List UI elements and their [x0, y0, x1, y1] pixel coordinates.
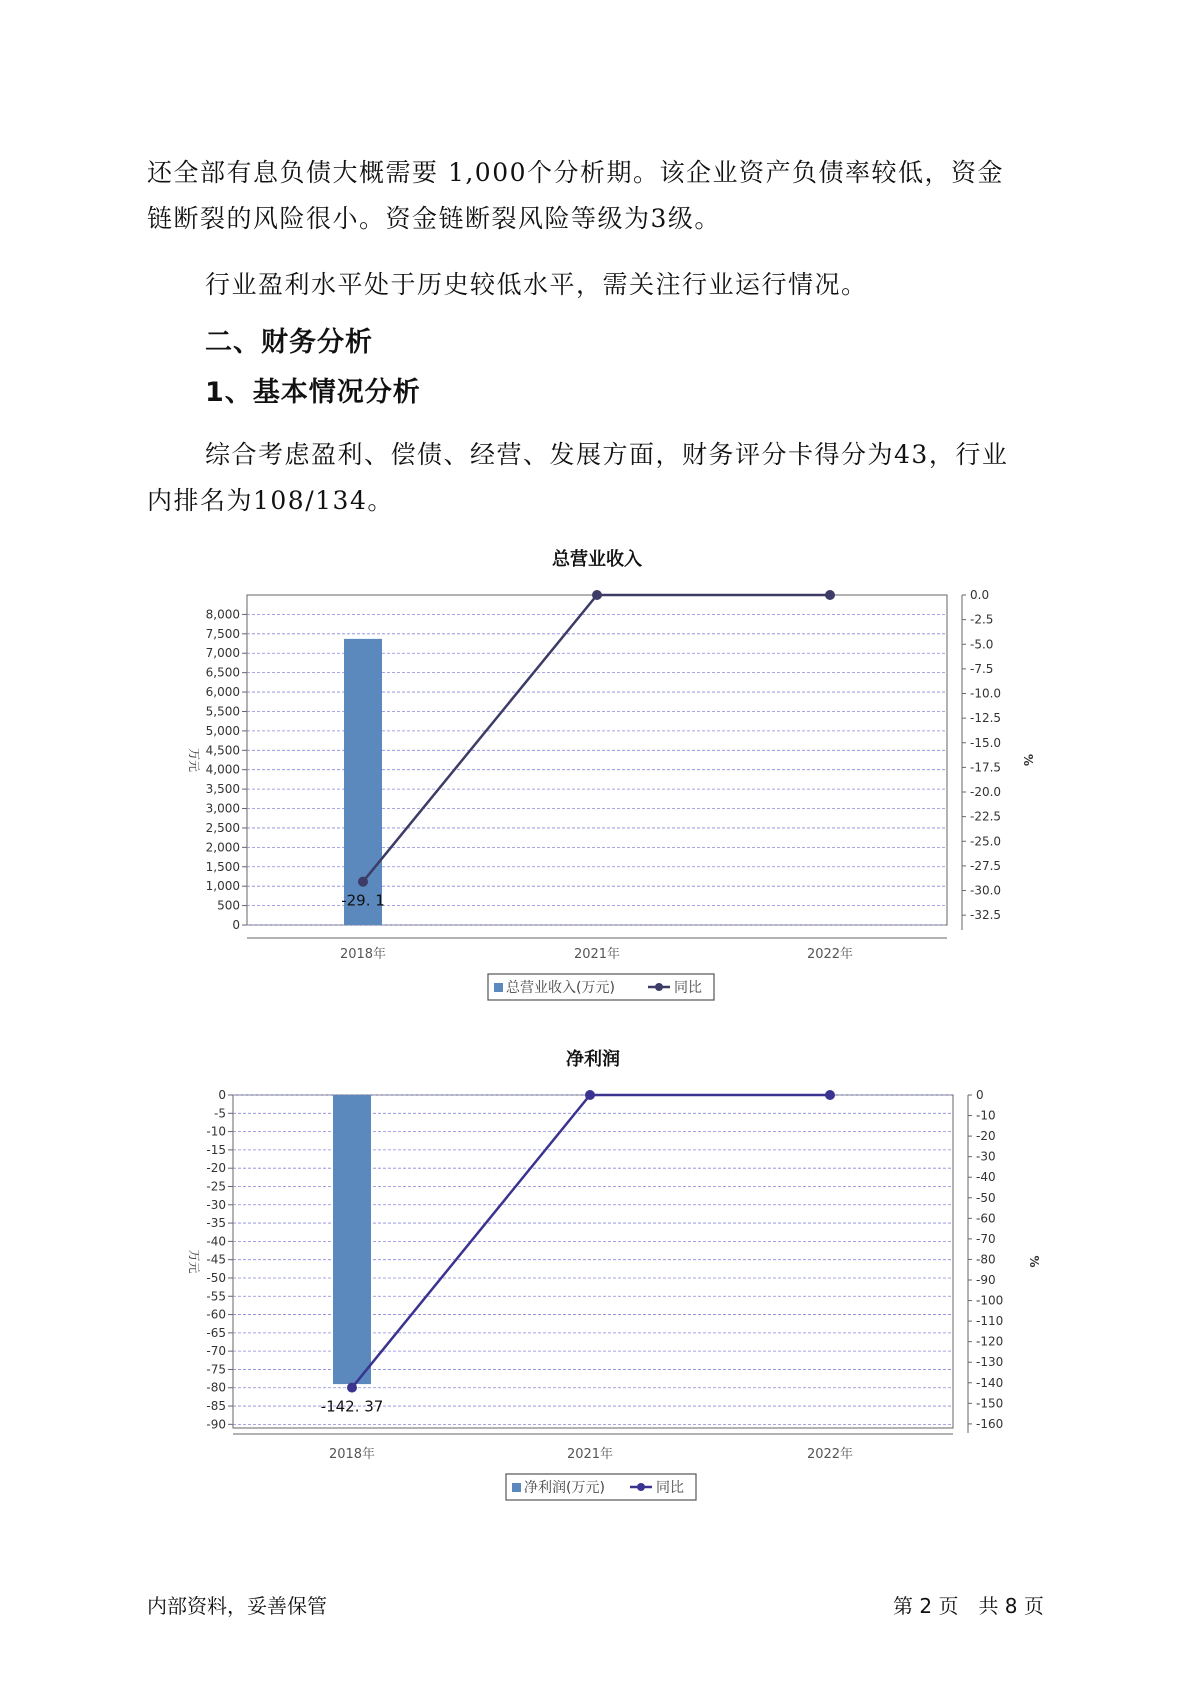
y-tick-label: 0 [232, 918, 240, 932]
y2-tick-label: 0 [976, 1088, 984, 1102]
y-tick-label: -25 [206, 1179, 226, 1194]
y-tick-label: 3,000 [205, 801, 240, 816]
y-tick-label: 2,500 [205, 820, 240, 835]
y-tick-label: 7,500 [205, 626, 240, 641]
y-tick-label: -55 [206, 1289, 226, 1304]
paragraph-line: 还全部有息负债大概需要 1,000个分析期。该企业资产负债率较低，资金 [147, 158, 1005, 187]
y-tick-label: -40 [206, 1234, 226, 1249]
y-tick-label: -60 [206, 1307, 226, 1322]
y-tick-label: 8,000 [205, 607, 240, 622]
y-tick-label: 6,500 [205, 665, 240, 680]
y-tick-label: 500 [217, 898, 240, 913]
y2-tick-label: -5.0 [970, 637, 994, 652]
line-point [585, 1090, 595, 1100]
paragraph-line: 综合考虑盈利、偿债、经营、发展方面，财务评分卡得分为43，行业 [205, 440, 1009, 469]
y2-tick-label: -22.5 [970, 809, 1002, 824]
section-heading: 二、财务分析 [205, 327, 373, 358]
paragraph: 行业盈利水平处于历史较低水平，需关注行业运行情况。 [205, 270, 868, 299]
line-point [358, 877, 368, 887]
y2-tick-label: -25.0 [970, 834, 1002, 849]
y-tick-label: 4,000 [205, 762, 240, 777]
y-axis-label: 万元 [187, 1249, 201, 1274]
line-point [825, 1090, 835, 1100]
y-tick-label: 2,000 [205, 840, 240, 855]
x-tick-label: 2021年 [566, 1447, 614, 1462]
footer-note: 内部资料，妥善保管 [147, 1594, 327, 1618]
y2-tick-label: -2.5 [970, 612, 994, 627]
x-tick-label: 2022年 [806, 947, 854, 962]
y-tick-label: 0 [218, 1088, 226, 1102]
y-tick-label: -80 [206, 1380, 226, 1395]
y2-tick-label: -50 [976, 1190, 996, 1205]
revenue-chart [0, 540, 1191, 1010]
y2-axis-label: % [1021, 753, 1035, 767]
y2-tick-label: -20.0 [970, 785, 1002, 800]
y2-tick-label: -70 [976, 1231, 996, 1246]
net-profit-chart [0, 1040, 1191, 1510]
y-tick-label: -70 [206, 1344, 226, 1359]
y2-tick-label: -20 [976, 1129, 996, 1144]
y2-tick-label: -32.5 [970, 908, 1002, 923]
x-tick-label: 2022年 [806, 1447, 854, 1462]
y-tick-label: -15 [206, 1142, 226, 1157]
y-tick-label: -90 [206, 1417, 226, 1432]
y-tick-label: -20 [206, 1161, 226, 1176]
y2-tick-label: -30.0 [970, 883, 1002, 898]
line-series [363, 595, 830, 882]
y2-tick-label: -120 [976, 1334, 1004, 1349]
legend-line-marker [655, 983, 663, 991]
y2-tick-label: -30 [976, 1149, 996, 1164]
data-label: -142. 37 [320, 1397, 384, 1416]
y2-tick-label: -7.5 [970, 661, 994, 676]
y-tick-label: -35 [206, 1216, 226, 1231]
y2-tick-label: -40 [976, 1170, 996, 1185]
y-tick-label: -10 [206, 1124, 226, 1139]
y2-tick-label: -160 [976, 1416, 1004, 1431]
y2-tick-label: -80 [976, 1252, 996, 1267]
y2-tick-label: -10.0 [970, 686, 1002, 701]
line-point [825, 590, 835, 600]
line-point [347, 1383, 357, 1393]
y-tick-label: -5 [214, 1106, 226, 1121]
y2-tick-label: -27.5 [970, 858, 1002, 873]
y2-tick-label: -17.5 [970, 760, 1002, 775]
y2-tick-label: -140 [976, 1375, 1004, 1390]
x-tick-label: 2021年 [573, 947, 621, 962]
chart-title: 总营业收入 [552, 549, 642, 570]
y2-tick-label: -90 [976, 1273, 996, 1287]
y-tick-label: -85 [206, 1399, 226, 1414]
legend-label: 总营业收入(万元) [506, 980, 615, 996]
y2-tick-label: -100 [976, 1293, 1004, 1308]
y-axis-label: 万元 [187, 747, 201, 773]
y2-tick-label: -15.0 [970, 735, 1002, 750]
y2-axis-label: % [1027, 1255, 1041, 1268]
y-tick-label: -45 [206, 1252, 226, 1267]
y-tick-label: -65 [206, 1325, 226, 1340]
y2-tick-label: 0.0 [970, 588, 990, 602]
y-tick-label: 7,000 [205, 646, 240, 661]
y-tick-label: 6,000 [205, 685, 240, 700]
y2-tick-label: -10 [976, 1108, 996, 1123]
subsection-heading: 1、基本情况分析 [205, 377, 421, 408]
y-tick-label: -50 [206, 1270, 226, 1285]
paragraph-line: 内排名为108/134。 [147, 486, 394, 515]
legend-bar-swatch [494, 983, 503, 992]
y-tick-label: 1,000 [205, 879, 240, 894]
y-tick-label: 1,500 [205, 859, 240, 874]
y-tick-label: -30 [206, 1197, 226, 1212]
paragraph-line: 链断裂的风险很小。资金链断裂风险等级为3级。 [147, 204, 721, 233]
x-tick-label: 2018年 [339, 947, 387, 962]
y2-tick-label: -110 [976, 1314, 1004, 1329]
bar [333, 1095, 371, 1384]
line-point [592, 590, 602, 600]
y-tick-label: -75 [206, 1362, 226, 1377]
y-tick-label: 5,000 [205, 723, 240, 738]
data-label: -29. 1 [341, 891, 385, 910]
y2-tick-label: -150 [976, 1396, 1004, 1411]
legend-label: 同比 [674, 980, 702, 996]
y-tick-label: 4,500 [205, 743, 240, 758]
legend-label: 净利润(万元) [524, 1480, 605, 1496]
chart-title: 净利润 [566, 1049, 620, 1070]
y2-tick-label: -12.5 [970, 711, 1002, 726]
x-tick-label: 2018年 [328, 1447, 376, 1462]
y2-tick-label: -60 [976, 1211, 996, 1226]
y-tick-label: 5,500 [205, 704, 240, 719]
page-number: 第 2 页 共 8 页 [893, 1594, 1044, 1618]
y-tick-label: 3,500 [205, 782, 240, 797]
legend-label: 同比 [656, 1480, 684, 1496]
legend-line-marker [637, 1483, 645, 1491]
y2-tick-label: -130 [976, 1355, 1004, 1370]
legend-bar-swatch [512, 1483, 521, 1492]
